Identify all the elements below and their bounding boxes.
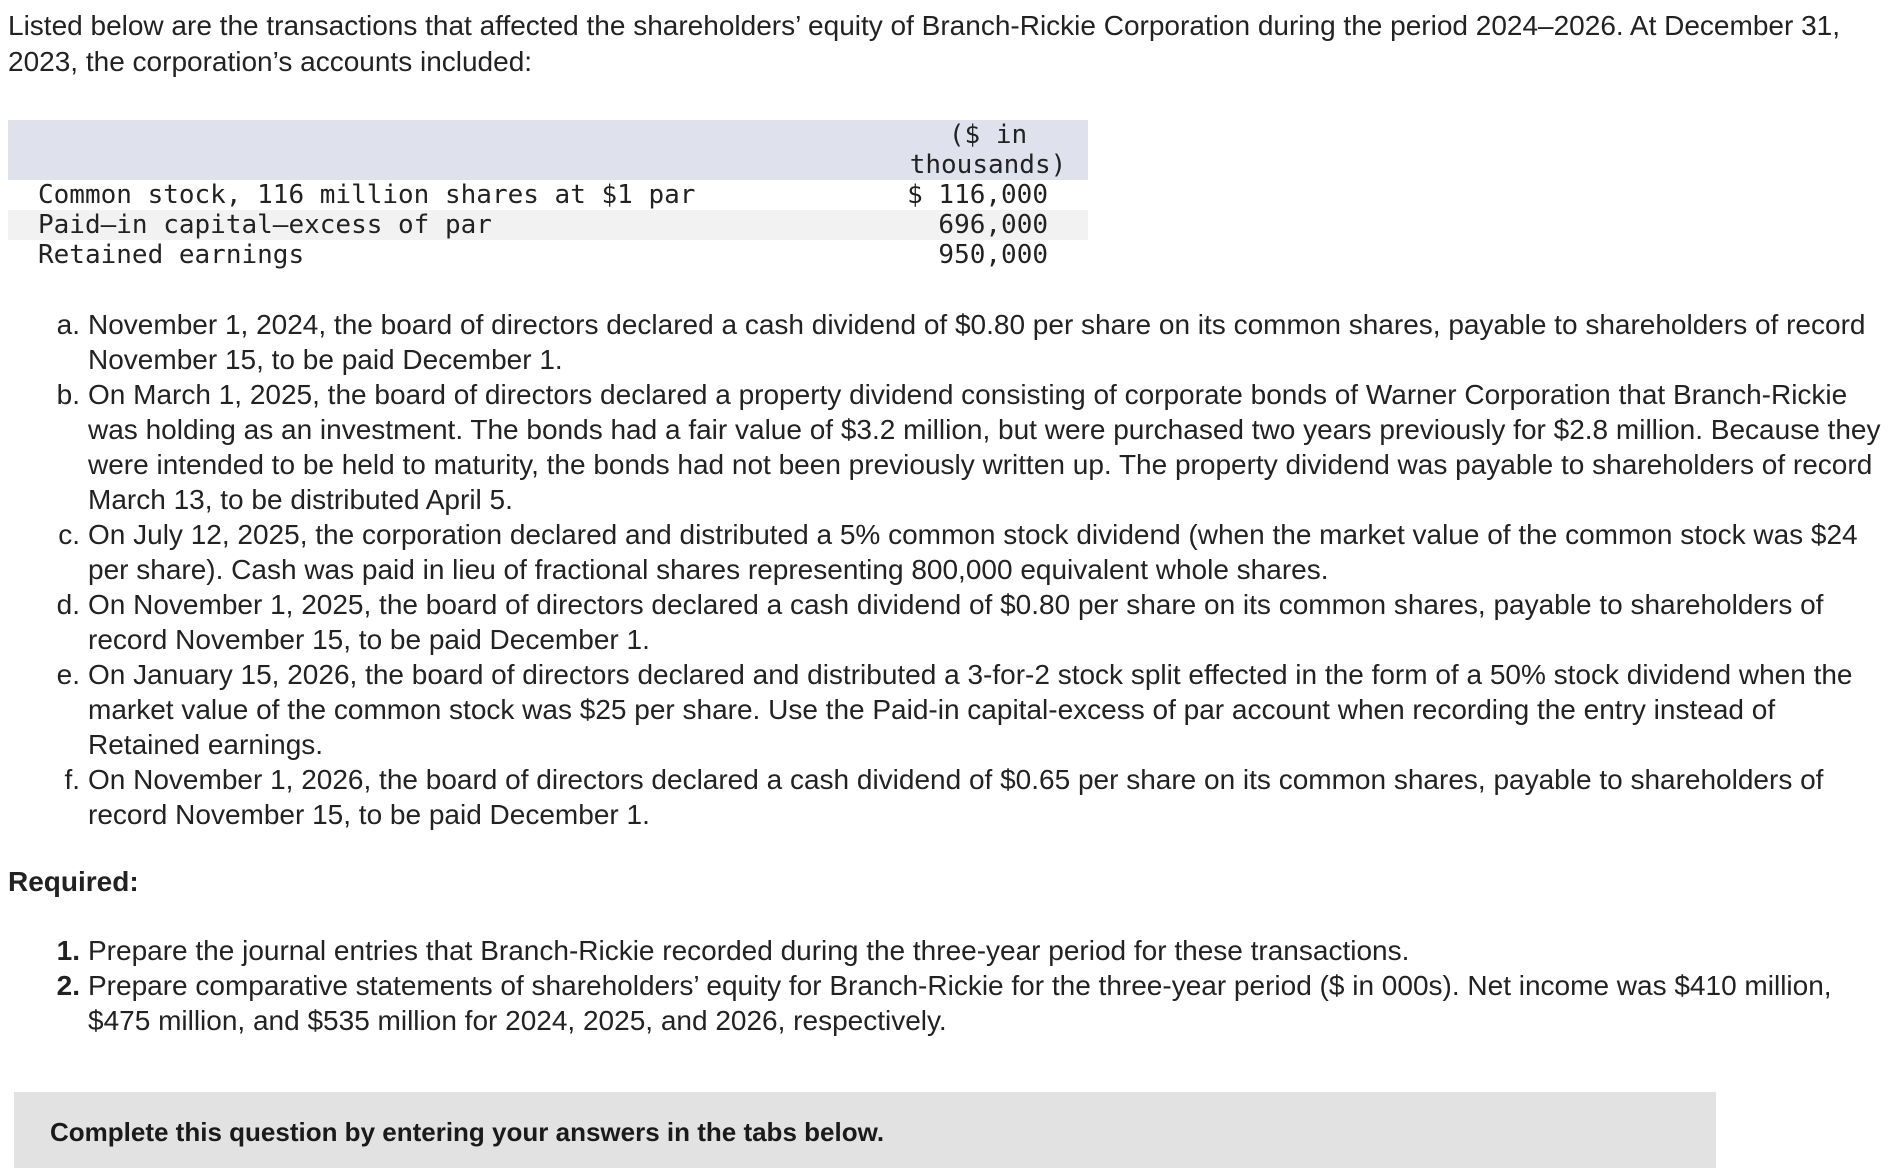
required-list [0,933,1888,1038]
transaction-marker: f. [64,764,80,795]
transaction-text: On November 1, 2026, the board of directors declared a cash dividend of $0.65 per share on its common shares, payable to shareholders of record November 15, to be paid December 1. [88,764,1824,830]
transaction-item-f [0,762,1888,832]
required-item-2 [0,968,1888,1038]
transaction-text: On March 1, 2025, the board of directors declared a property dividend consisting of corporate bonds of Warner Corporation that Branch-Rickie was holding as an investment. The bonds had a fair value of $3.2 million, but were purchased two years previously for $2.8 million. Because they were intended to be held to maturity, the bonds had not been previously written up. The property dividend was payable to shareholders of record March 13, to be distributed April 5. [88,379,1881,515]
account-amount: 950,000 [938,240,1048,270]
account-amount: $ 116,000 [907,180,1048,210]
transaction-text: On November 1, 2025, the board of directors declared a cash dividend of $0.80 per share on its common shares, payable to shareholders of record November 15, to be paid December 1. [88,589,1824,655]
transaction-item-b [0,377,1888,517]
intro-paragraph: Listed below are the transactions that affected the shareholders’ equity of Branch-Rickie Corporation during the period 2024–2026. At December 31, 2023, the corporation’s accounts included: [8,10,1841,77]
transaction-text: November 1, 2024, the board of directors declared a cash dividend of $0.80 per share on its common shares, payable to shareholders of record November 15, to be paid December 1. [88,309,1866,375]
header-amount-cell [888,120,1088,180]
required-marker: 1. [56,935,80,966]
required-heading: Required: [8,866,139,897]
header-label-cell [8,120,888,180]
header-amount-line1: ($ in [948,120,1028,150]
transaction-marker: c. [58,519,80,550]
account-label: Common stock, 116 million shares at $1 par [38,180,696,210]
required-text: Prepare the journal entries that Branch-Rickie recorded during the three-year period for these transactions. [88,935,1410,966]
transaction-list [0,307,1888,832]
instructions-banner-text: Complete this question by entering your answers in the tabs below. [50,1117,885,1147]
account-amount: 696,000 [888,210,1088,240]
account-label: Paid–in capital—excess of par [8,210,888,240]
header-amount-line2: thousands) [909,150,1067,180]
transaction-marker: a. [56,309,80,340]
required-text: Prepare comparative statements of shareholders’ equity for Branch-Rickie for the three-year period ($ in 000s). Net income was $410 million, $475 million, and $535 million for 2024, 2025, and 2026, respectively. [88,970,1832,1036]
required-marker: 2. [56,970,80,1001]
accounts-table [8,120,1088,270]
account-label: Retained earnings [38,240,305,270]
transaction-item-a [0,307,1888,377]
transaction-text: On January 15, 2026, the board of directors declared and distributed a 3-for-2 stock split effected in the form of a 50% stock dividend when the market value of the common stock was $25 per share. Use the Paid-in capital-excess of par account when recording the entry instead of Retained earnings. [88,659,1853,760]
account-row-common-stock [8,180,1088,210]
transaction-item-c [0,517,1888,587]
transaction-marker: d. [56,589,80,620]
transaction-marker: b. [56,379,80,410]
transaction-item-e [0,657,1888,762]
required-item-1 [0,933,1888,968]
account-row-retained-earnings [8,240,1088,270]
instructions-banner [14,1092,1716,1168]
transaction-text: On July 12, 2025, the corporation declared and distributed a 5% common stock dividend (when the market value of the common stock was $24 per share). Cash was paid in lieu of fractional shares representing 800,000 equivalent whole shares. [88,519,1858,585]
transaction-marker: e. [56,659,80,690]
account-row-paid-in-capital [8,210,1088,240]
transaction-item-d [0,587,1888,657]
accounts-table-header [8,120,1088,180]
